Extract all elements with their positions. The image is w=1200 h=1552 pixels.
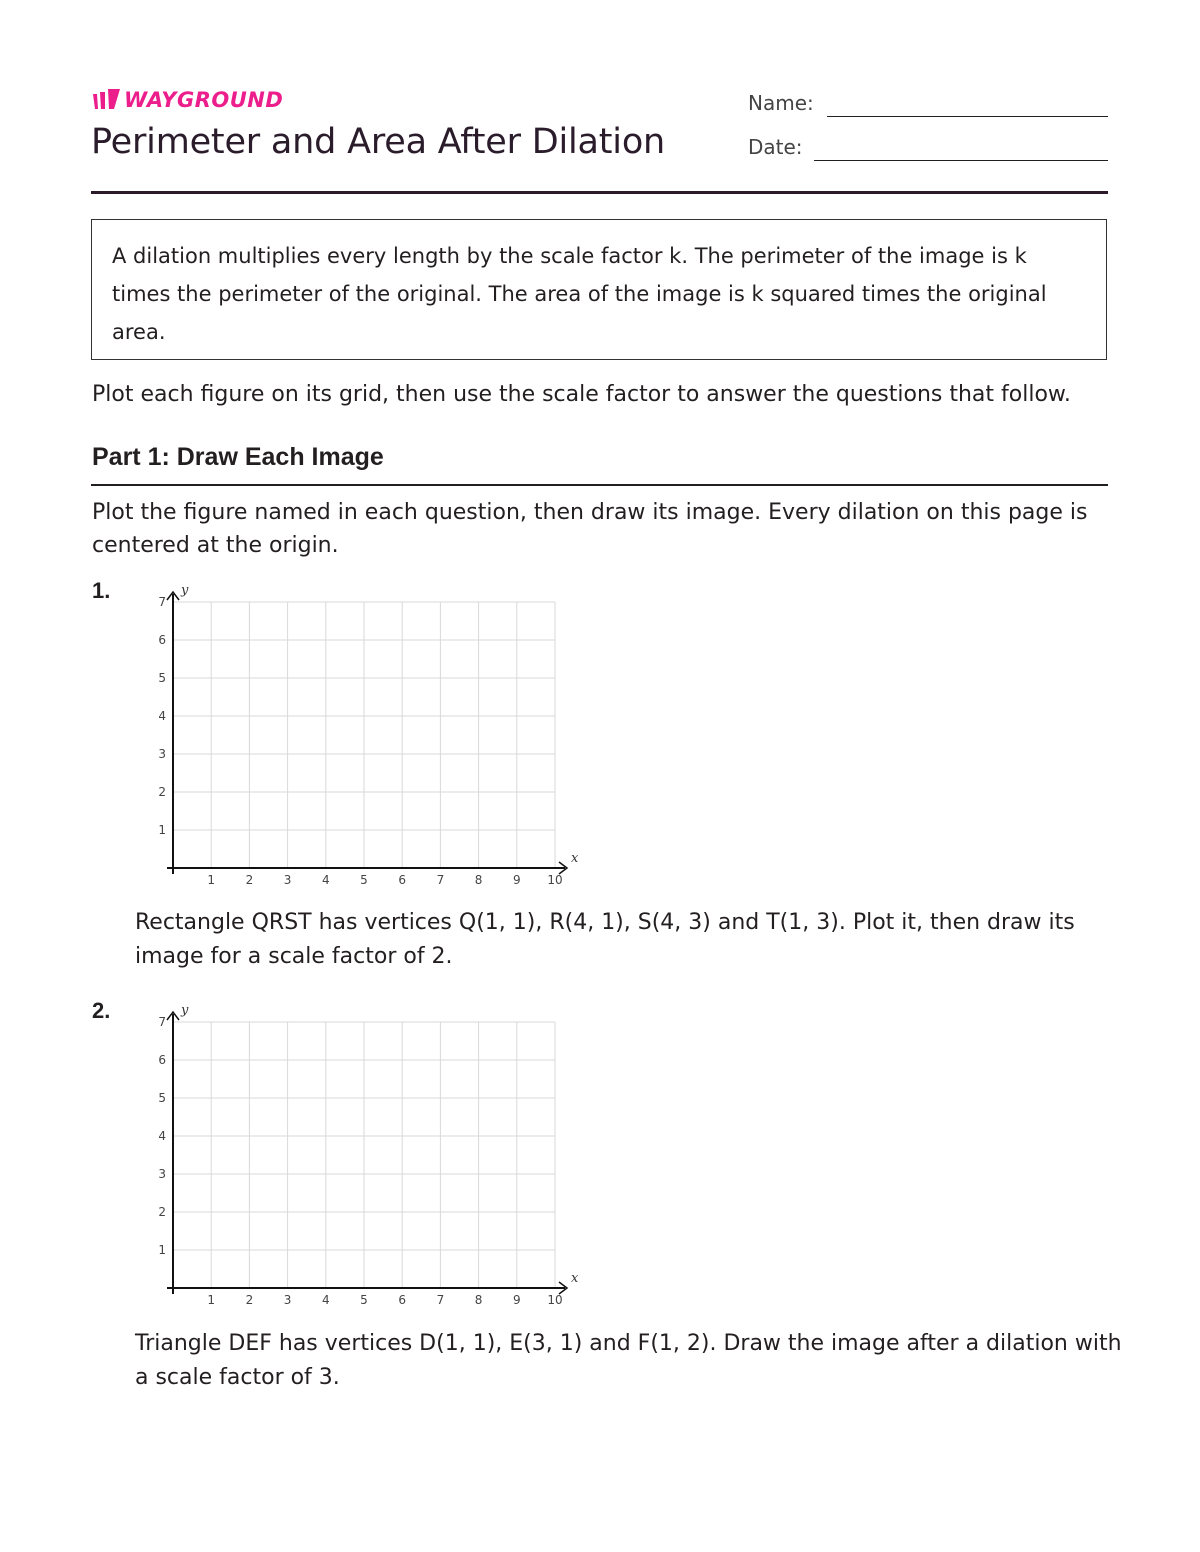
y-tick-label: 6: [158, 1053, 166, 1067]
x-tick-label: 4: [321, 873, 330, 887]
y-tick-label: 5: [158, 671, 166, 685]
intro-text: A dilation multiplies every length by the scale factor k. The perimeter of the image is k times the perimeter of the original. The area of the image is k squared times the original area.: [112, 244, 1047, 344]
x-tick-label: 8: [474, 1293, 483, 1307]
x-tick-label: 8: [474, 873, 483, 887]
name-label: Name:: [748, 91, 814, 115]
x-tick-label: 2: [245, 1293, 254, 1307]
coordinate-grid-1[interactable]: [150, 578, 580, 888]
x-tick-label: 10: [547, 873, 563, 887]
question-1-text: Rectangle QRST has vertices Q(1, 1), R(4, 1), S(4, 3) and T(1, 3). Plot it, then draw its image for a scale factor of 2.: [135, 910, 1075, 969]
date-field[interactable]: [814, 160, 1108, 161]
part1-divider: [91, 484, 1108, 486]
header-divider: [91, 191, 1108, 194]
coordinate-grid-2[interactable]: [150, 998, 580, 1308]
question-1-number: 1.: [92, 578, 111, 603]
wayground-logo-icon: [92, 87, 122, 113]
intro-box: [91, 219, 1107, 360]
x-tick-label: 3: [283, 1293, 292, 1307]
x-axis-label: x: [571, 1271, 579, 1286]
y-tick-label: 1: [158, 823, 166, 837]
part1-instructions: Plot the figure named in each question, then draw its image. Every dilation on this page is centered at the origin.: [92, 500, 1088, 558]
x-tick-label: 7: [436, 873, 445, 887]
y-tick-label: 2: [158, 1205, 166, 1219]
x-axis-label: x: [571, 851, 579, 866]
y-tick-label: 4: [158, 1129, 166, 1143]
y-tick-label: 4: [158, 709, 166, 723]
x-tick-label: 6: [398, 873, 407, 887]
brand-name: WAYGROUND: [124, 88, 284, 112]
x-tick-label: 9: [512, 873, 521, 887]
x-tick-label: 1: [207, 1293, 216, 1307]
x-tick-label: 9: [512, 1293, 521, 1307]
question-2-number: 2.: [92, 998, 111, 1023]
y-axis-label: y: [181, 583, 189, 598]
x-tick-label: 7: [436, 1293, 445, 1307]
y-axis-label: y: [181, 1003, 189, 1018]
page-title: Perimeter and Area After Dilation: [91, 122, 666, 162]
x-tick-label: 3: [283, 873, 292, 887]
question-2-text: Triangle DEF has vertices D(1, 1), E(3, 1) and F(1, 2). Draw the image after a dilation with a scale factor of 3.: [135, 1331, 1122, 1390]
x-tick-label: 2: [245, 873, 254, 887]
name-field[interactable]: [827, 116, 1108, 117]
part1-heading: Part 1: Draw Each Image: [92, 443, 384, 471]
x-tick-label: 5: [360, 1293, 368, 1307]
y-tick-label: 3: [158, 1167, 166, 1181]
date-label: Date:: [748, 135, 803, 159]
x-tick-label: 6: [398, 1293, 407, 1307]
y-tick-label: 5: [158, 1091, 166, 1105]
y-tick-label: 7: [158, 1015, 166, 1029]
y-tick-label: 2: [158, 785, 166, 799]
y-tick-label: 1: [158, 1243, 166, 1257]
instructions: Plot each figure on its grid, then use the scale factor to answer the questions that follow.: [92, 382, 1071, 407]
x-tick-label: 10: [547, 1293, 563, 1307]
x-tick-label: 4: [321, 1293, 330, 1307]
y-tick-label: 3: [158, 747, 166, 761]
x-tick-label: 1: [207, 873, 216, 887]
x-tick-label: 5: [360, 873, 368, 887]
brand-logo: [92, 86, 283, 114]
y-tick-label: 7: [158, 595, 166, 609]
y-tick-label: 6: [158, 633, 166, 647]
